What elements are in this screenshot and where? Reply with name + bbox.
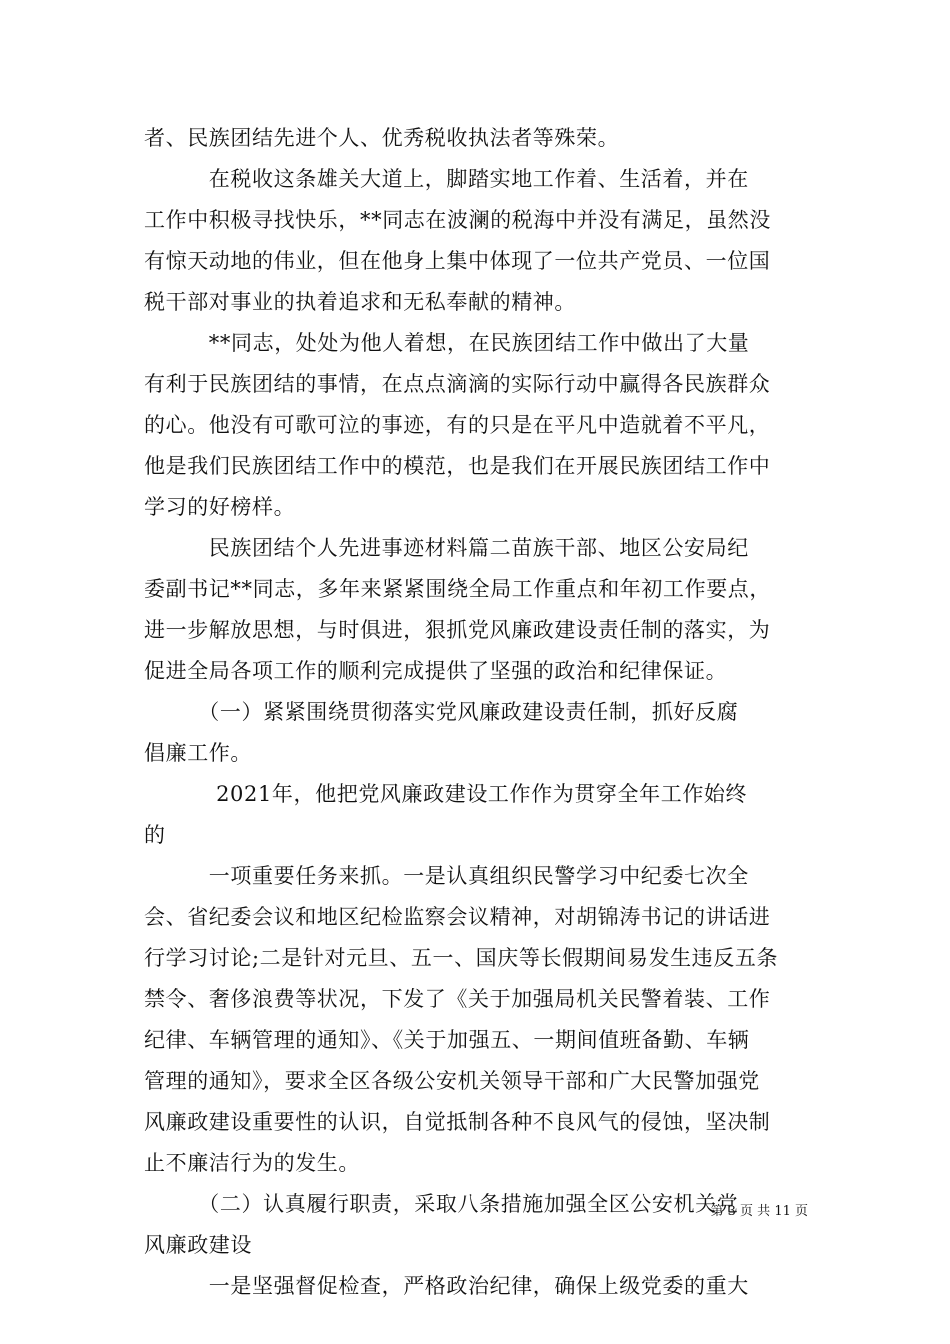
text-line: 纪律、车辆管理的通知》、《关于加强五、一期间值班备勤、车辆 [144, 1028, 750, 1052]
page-footer: 第 3 页 共 11 页 [710, 1204, 808, 1219]
text-line: （二）认真履行职责，采取八条措施加强全区公安机关党 [144, 1192, 739, 1216]
text-line: 委副书记**同志，多年来紧紧围绕全局工作重点和年初工作要点， [144, 577, 771, 601]
text-line: 他是我们民族团结工作中的模范，也是我们在开展民族团结工作中 [144, 454, 771, 478]
text-line: 的 [144, 823, 166, 847]
text-line: 管理的通知》，要求全区各级公安机关领导干部和广大民警加强党 [144, 1069, 760, 1093]
text-line: 促进全局各项工作的顺利完成提供了坚强的政治和纪律保证。 [144, 659, 728, 683]
text-line: 民族团结个人先进事迹材料篇二苗族干部、地区公安局纪 [144, 536, 749, 560]
text-line: 行学习讨论;二是针对元旦、五一、国庆等长假期间易发生违反五条 [144, 946, 779, 970]
text-line: 有惊天动地的伟业，但在他身上集中体现了一位共产党员、一位国 [144, 249, 771, 273]
text-line: 进一步解放思想，与时俱进，狠抓党风廉政建设责任制的落实，为 [144, 618, 771, 642]
text-line: 止不廉洁行为的发生。 [144, 1151, 360, 1175]
text-line: 一项重要任务来抓。一是认真组织民警学习中纪委七次全 [144, 864, 749, 888]
body-text [144, 118, 814, 1307]
text-line: **同志，处处为他人着想，在民族团结工作中做出了大量 [144, 331, 750, 355]
text-line: 工作中积极寻找快乐，**同志在波澜的税海中并没有满足，虽然没 [144, 208, 771, 232]
text-line: 风廉政建设重要性的认识，自觉抵制各种不良风气的侵蚀，坚决制 [144, 1110, 771, 1134]
text-line: 禁令、奢侈浪费等状况，下发了《关于加强局机关民警着装、工作 [144, 987, 771, 1011]
text-line: 在税收这条雄关大道上，脚踏实地工作着、生活着，并在 [144, 167, 749, 191]
text-line: 倡廉工作。 [144, 741, 252, 765]
text-line: 学习的好榜样。 [144, 495, 296, 519]
text-line: 会、省纪委会议和地区纪检监察会议精神，对胡锦涛书记的讲话进 [144, 905, 771, 929]
text-line: 风廉政建设 [144, 1233, 252, 1257]
text-line: （一）紧紧围绕贯彻落实党风廉政建设责任制，抓好反腐 [144, 700, 739, 724]
text-line: 一是坚强督促检查，严格政治纪律，确保上级党委的重大 [144, 1274, 749, 1298]
text-line: 的心。他没有可歌可泣的事迹，有的只是在平凡中造就着不平凡， [144, 413, 771, 437]
text-line: 有利于民族团结的事情，在点点滴滴的实际行动中赢得各民族群众 [144, 372, 771, 396]
text-line: 2021年，他把党风廉政建设工作作为贯穿全年工作始终 [144, 782, 748, 806]
text-line: 税干部对事业的执着追求和无私奉献的精神。 [144, 290, 576, 314]
text-line: 者、民族团结先进个人、优秀税收执法者等殊荣。 [144, 126, 620, 150]
